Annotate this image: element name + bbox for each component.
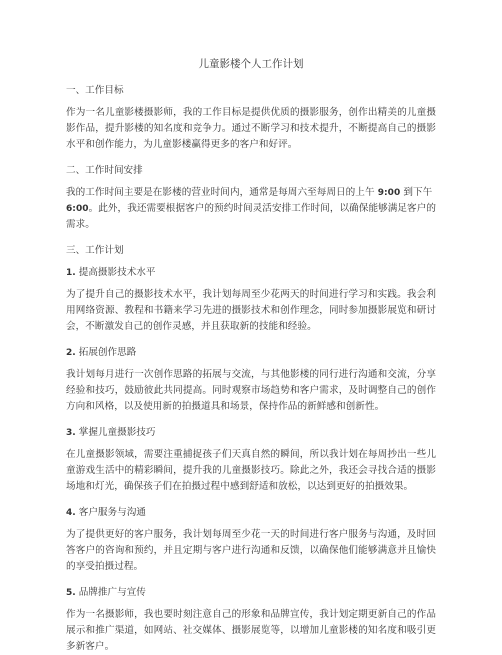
plan-item-number: 3. [66, 428, 76, 438]
plan-item [66, 585, 436, 655]
end-time: 6:00 [66, 204, 89, 214]
plan-item-number: 1. [66, 268, 76, 278]
plan-item-title: 品牌推广与宣传 [78, 587, 146, 598]
plan-item-heading [66, 425, 436, 441]
plan-item-text: 作为一名摄影师，我也要时刻注意自己的形象和品牌宣传，我计划定期更新自己的作品展示和推广渠道，如网站、社交媒体、摄影展览等，以增加儿童影楼的知名度和吸引更多新客户。 [66, 609, 436, 652]
plan-item [66, 345, 436, 415]
section-plan [66, 243, 436, 655]
plan-item-heading [66, 505, 436, 521]
paragraph-text: 我的工作时间主要是在影楼的营业时间内，通常是每周六至每周日的上午 [66, 187, 378, 198]
plan-item-title: 拓展创作思路 [78, 347, 137, 358]
section-heading: 三、工作计划 [66, 245, 124, 256]
paragraph-text: 到下午 [400, 187, 433, 198]
plan-item-heading [66, 265, 436, 281]
plan-item-text: 为了提供更好的客户服务，我计划每周至少花一天的时间进行客户服务与沟通，及时回答客户的咨询和预约，并且定期与客户进行沟通和反馈，以确保他们能够满意并且愉快的享受拍摄过程。 [66, 529, 436, 572]
plan-item-number: 4. [66, 508, 76, 518]
section-heading: 一、工作目标 [66, 85, 124, 96]
section-paragraph [66, 185, 436, 233]
plan-item-title: 掌握儿童摄影技巧 [78, 427, 156, 438]
plan-item-number: 2. [66, 348, 76, 358]
plan-item-title: 客户服务与沟通 [78, 507, 146, 518]
section-paragraph: 作为一名儿童影楼摄影师，我的工作目标是提供优质的摄影服务，创作出精美的儿童摄影作品，提升影楼的知名度和竞争力。通过不断学习和技术提升，不断提高自己的摄影水平和创作能力，为儿童影楼赢得更多的客户和好评。 [66, 107, 436, 150]
plan-item-number: 5. [66, 588, 76, 598]
section-schedule [66, 163, 436, 233]
plan-item-heading [66, 585, 436, 601]
section-heading: 二、工作时间安排 [66, 165, 143, 176]
paragraph-text: 。此外，我还需要根据客户的预约时间灵活安排工作时间，以确保能够满足客户的需求。 [66, 203, 436, 230]
plan-item-text: 我计划每月进行一次创作思路的拓展与交流，与其他影楼的同行进行沟通和交流，分享经验和技巧，鼓励彼此共同提高。同时观察市场趋势和客户需求，及时调整自己的创作方向和风格，以及使用新的拍摄道具和场景，保持作品的新鲜感和创新性。 [66, 369, 436, 412]
plan-item-heading [66, 345, 436, 361]
plan-item [66, 505, 436, 575]
plan-item-text: 为了提升自己的摄影技术水平，我计划每周至少花两天的时间进行学习和实践。我会利用网络资源、教程和书籍来学习先进的摄影技术和创作理念，同时参加摄影展览和研讨会，不断激发自己的创作灵感，并且获取新的技能和经验。 [66, 289, 436, 332]
plan-item [66, 265, 436, 335]
plan-item-text: 在儿童摄影领域，需要注重捕捉孩子们天真自然的瞬间，所以我计划在每周抄出一些儿童游戏生活中的精彩瞬间，提升我的儿童摄影技巧。除此之外，我还会寻找合适的摄影场地和灯光，确保孩子们在拍摄过程中感到舒适和放松，以达到更好的拍摄效果。 [66, 449, 436, 492]
plan-item [66, 425, 436, 495]
start-time: 9:00 [377, 188, 401, 198]
section-goal [66, 83, 436, 153]
document-title: 儿童影楼个人工作计划 [198, 58, 304, 70]
plan-item-title: 提高摄影技术水平 [78, 267, 156, 278]
